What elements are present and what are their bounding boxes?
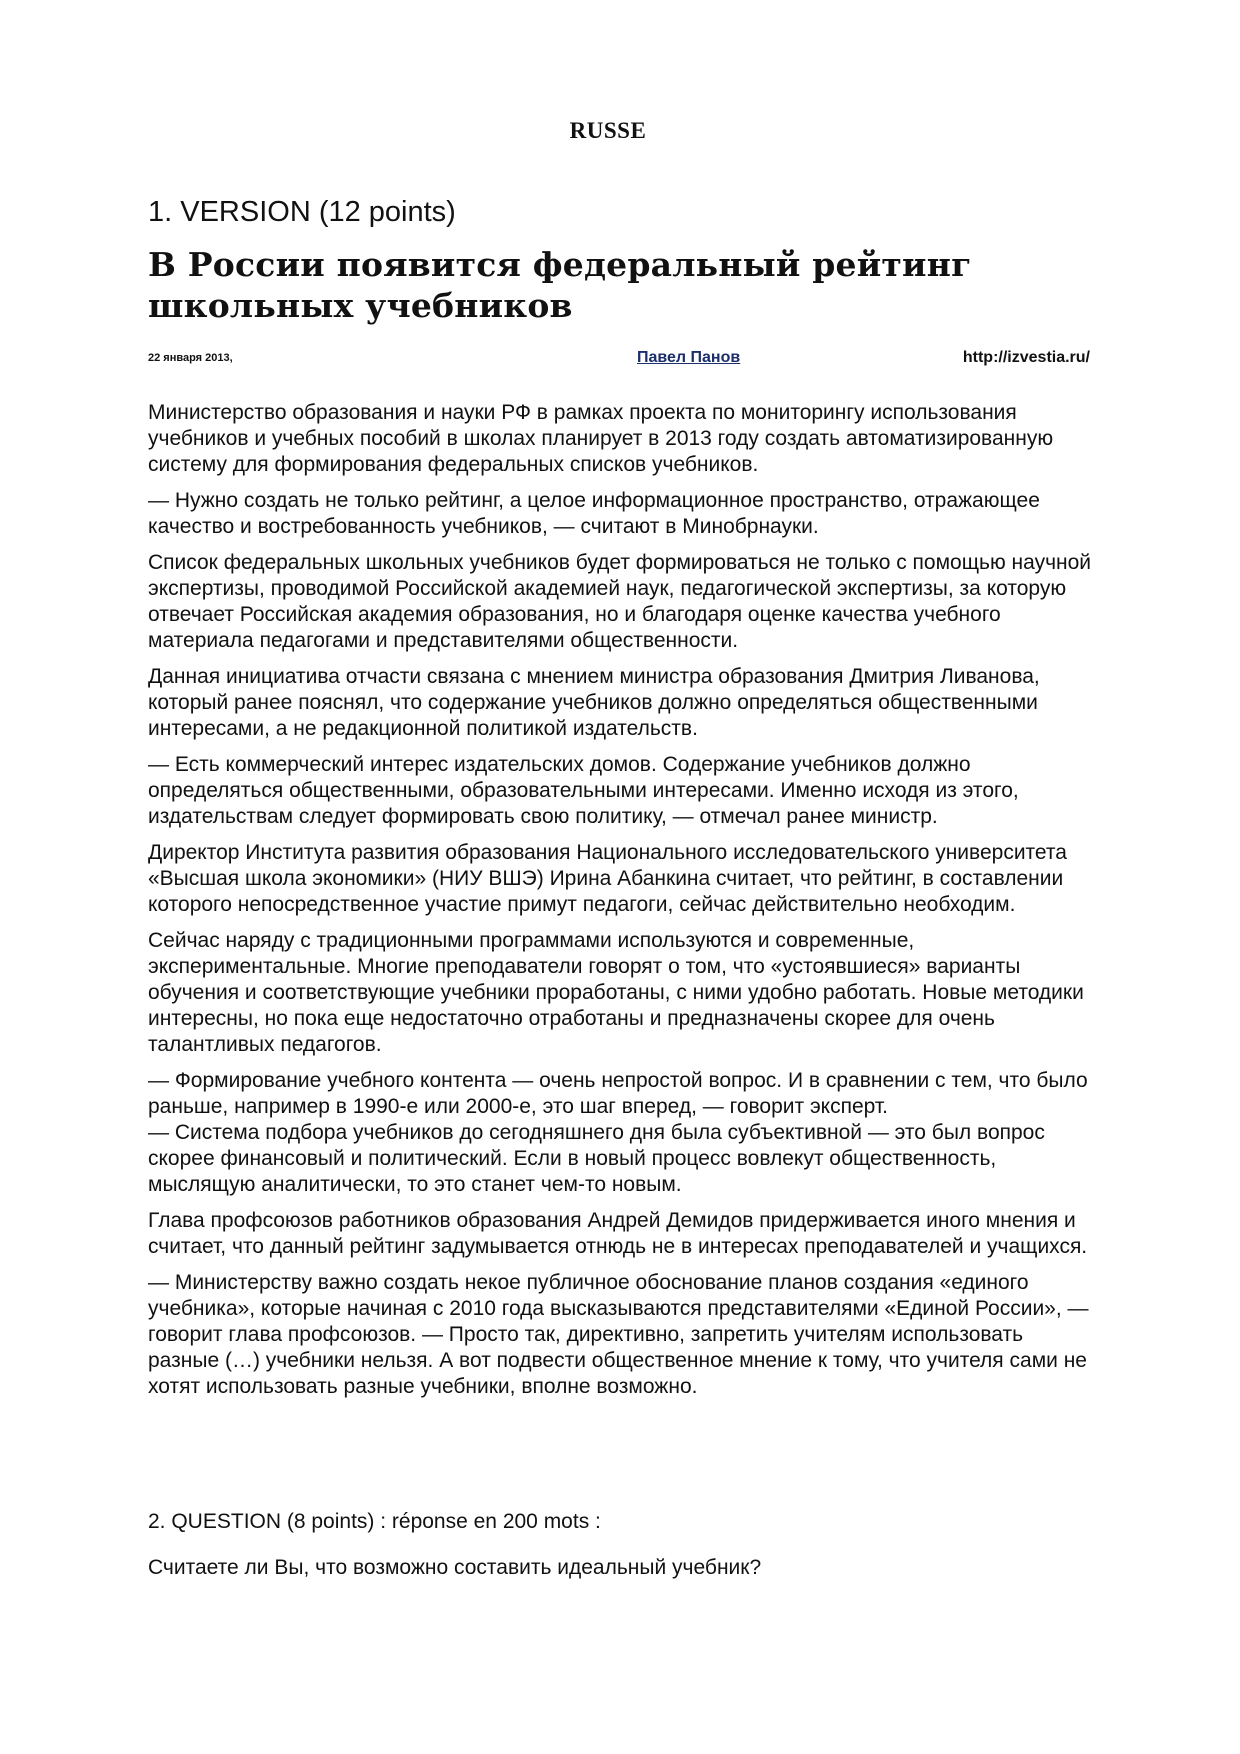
subject-title: RUSSE <box>569 118 647 143</box>
paragraph: Список федеральных школьных учебников будет формироваться не только с помощью научной экспертизы, проводимой Российской академией наук, педагогической экспертизы, за которую отвечает Российская академия образования, но и благодаря оценке качества учебного материала педагогами и представителями общественности. <box>148 551 1092 652</box>
paragraph: — Есть коммерческий интерес издательских домов. Содержание учебников должно определяться общественными, образовательными интересами. Именно исходя из этого, издательствам следует формировать свою политику, — отмечал ранее министр. <box>148 753 1019 828</box>
article-body <box>148 400 1098 1410</box>
paragraph: Данная инициатива отчасти связана с мнением министра образования Дмитрия Ливанова, который ранее пояснял, что содержание учебников должно определяться общественными интересами, а не редакционной политикой издательств. <box>148 665 1040 740</box>
paragraph: Сейчас наряду с традиционными программами используются и современные, экспериментальные. Многие преподаватели говорят о том, что «устоявшиеся» варианты обучения и соответствующие учебники проработаны, с ними удобно работать. Новые методики интересны, но пока еще недостаточно отработаны и предназначены скорее для очень талантливых педагогов. <box>148 929 1084 1056</box>
paragraph: — Формирование учебного контента — очень непростой вопрос. И в сравнении с тем, что было раньше, например в 1990-е или 2000-е, это шаг вперед, — говорит эксперт. <box>148 1069 1088 1118</box>
paragraph: — Система подбора учебников до сегодняшнего дня была субъективной — это был вопрос скорее финансовый и политический. Если в новый процесс вовлекут общественность, мыслящую аналитически, то это станет чем-то новым. <box>148 1121 1045 1196</box>
paragraph: — Министерству важно создать некое публичное обоснование планов создания «единого учебника», которые начиная с 2010 года высказываются представителями «Единой России», — говорит глава профсоюзов. — Просто так, директивно, запретить учителям использовать разные (…) учебники нельзя. А вот подвести общественное мнение к тому, что учителя сами не хотят использовать разные учебники, вполне возможно. <box>148 1271 1089 1398</box>
paragraph: Глава профсоюзов работников образования Андрей Демидов придерживается иного мнения и считает, что данный рейтинг задумывается отнюдь не в интересах преподавателей и учащихся. <box>148 1209 1088 1258</box>
article-title: В России появится федеральный рейтинг школьных учебников <box>148 245 972 325</box>
section-1-heading: 1. VERSION (12 points) <box>148 196 456 228</box>
source-url: http://izvestia.ru/ <box>962 349 1090 366</box>
paragraph: Директор Института развития образования Национального исследовательского университета «Высшая школа экономики» (НИУ ВШЭ) Ирина Абанкина считает, что рейтинг, в составлении которого непосредственное участие примут педагоги, сейчас действительно необходим. <box>148 841 1067 916</box>
question-text: Считаете ли Вы, что возможно составить идеальный учебник? <box>148 1556 762 1579</box>
article-meta <box>148 349 1090 371</box>
paragraph: Министерство образования и науки РФ в рамках проекта по мониторингу использования учебников и учебных пособий в школах планирует в 2013 году создать автоматизированную систему для формирования федеральных списков учебников. <box>148 401 1054 476</box>
article-date: 22 января 2013, <box>148 352 233 364</box>
author-link[interactable]: Павел Панов <box>637 349 741 366</box>
section-2-heading: 2. QUESTION (8 points) : réponse en 200 mots : <box>148 1510 601 1533</box>
paragraph: — Нужно создать не только рейтинг, а целое информационное пространство, отражающее качество и востребованность учебников, — считают в Минобрнауки. <box>148 489 1040 538</box>
